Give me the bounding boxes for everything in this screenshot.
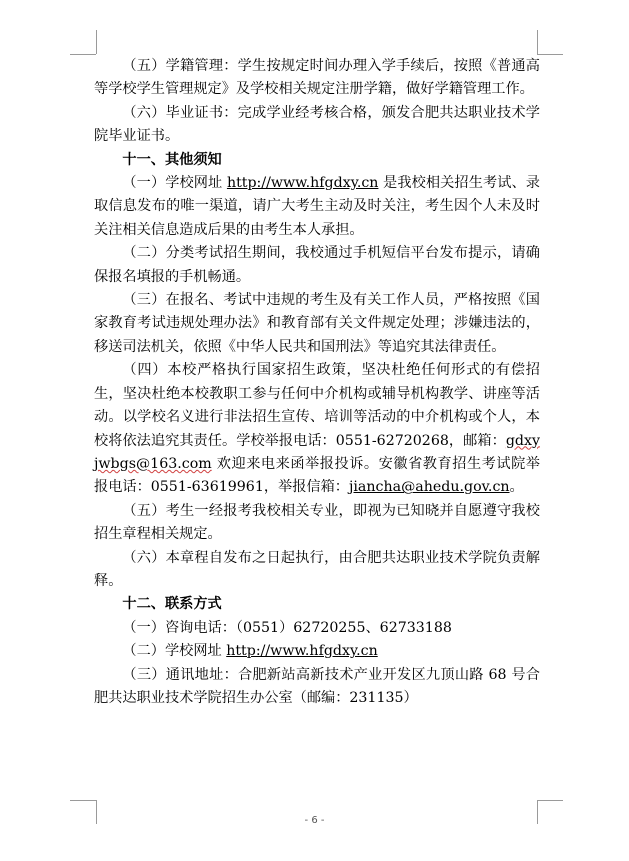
- section-heading-contact: 十二、联系方式: [122, 596, 222, 613]
- report-mailbox-link[interactable]: jiancha@ahedu.gov.cn: [349, 479, 510, 496]
- website-link[interactable]: http://www.hfgdxy.cn: [226, 643, 378, 660]
- crop-mark: [96, 30, 97, 54]
- text-run: 。: [509, 479, 524, 496]
- crop-mark: [537, 30, 538, 54]
- text-run: （四）本校严格执行国家招生政策，坚决杜绝任何形式的有偿招生，坚决杜绝本校教职工参与任何中介机构或辅导机构教学、讲座等活动。以学校名义进行非法招生宣传、培训等活动的中介机构或个人，本校将依法追究其责任。学校举报电话：0551-62720268，邮箱：: [94, 362, 540, 449]
- report-email-link[interactable]: gdxyjwbgs@163.com: [94, 432, 540, 472]
- text-run: 是我校相关招生考试、录取信息发布的唯一渠道，请广大考生主动及时关注，考生因个人未及时关注相关信息造成后果的由考生本人承担。: [94, 175, 540, 238]
- document-body: [94, 55, 540, 710]
- text-run: （一）学校网址: [122, 175, 227, 192]
- paragraph-contact-website: [94, 640, 540, 663]
- paragraph-graduation-certificate: （六）毕业证书：完成学业经考核合格，颁发合肥共达职业技术学院毕业证书。: [94, 104, 540, 145]
- crop-mark: [70, 54, 96, 55]
- text-run: （二）学校网址: [122, 643, 227, 660]
- crop-mark: [537, 54, 563, 55]
- section-heading-other-notes: 十一、其他须知: [122, 151, 222, 168]
- paragraph-student-status: （五）学籍管理：学生按规定时间办理入学手续后，按照《普通高等学校学生管理规定》及学校相关规定注册学籍，做好学籍管理工作。: [94, 58, 540, 98]
- crop-mark: [537, 800, 563, 801]
- page-number: - 6 -: [304, 815, 325, 826]
- text-run: 欢迎来电来函举报投诉。安徽省教育招生考试院举报电话：0551-63619961，举报信箱：: [94, 455, 540, 496]
- website-link[interactable]: http://www.hfgdxy.cn: [226, 175, 379, 192]
- paragraph-contact-address: （三）通讯地址：合肥新站高新技术产业开发区九顶山路 68 号合肥共达职业技术学院招生办公室（邮编：231135）: [94, 666, 540, 706]
- paragraph-effective-date: （六）本章程自发布之日起执行，由合肥共达职业技术学院负责解释。: [94, 549, 540, 589]
- paragraph-school-website: [94, 172, 540, 242]
- paragraph-admission-policy: [94, 359, 540, 499]
- paragraph-sms-notice: （二）分类考试招生期间，我校通过手机短信平台发布提示，请确保报名填报的手机畅通。: [94, 245, 540, 285]
- paragraph-violations: （三）在报名、考试中违规的考生及有关工作人员，严格按照《国家教育考试违规处理办法》和教育部有关文件规定处理；涉嫌违法的，移送司法机关，依照《中华人民共和国刑法》等追究其法律责任。: [94, 292, 540, 355]
- paragraph-contact-phone: （一）咨询电话：（0551）62720255、62733188: [122, 619, 452, 636]
- crop-mark: [70, 800, 96, 801]
- paragraph-applicant-agreement: （五）考生一经报考我校相关专业，即视为已知晓并自愿遵守我校招生章程相关规定。: [94, 502, 540, 543]
